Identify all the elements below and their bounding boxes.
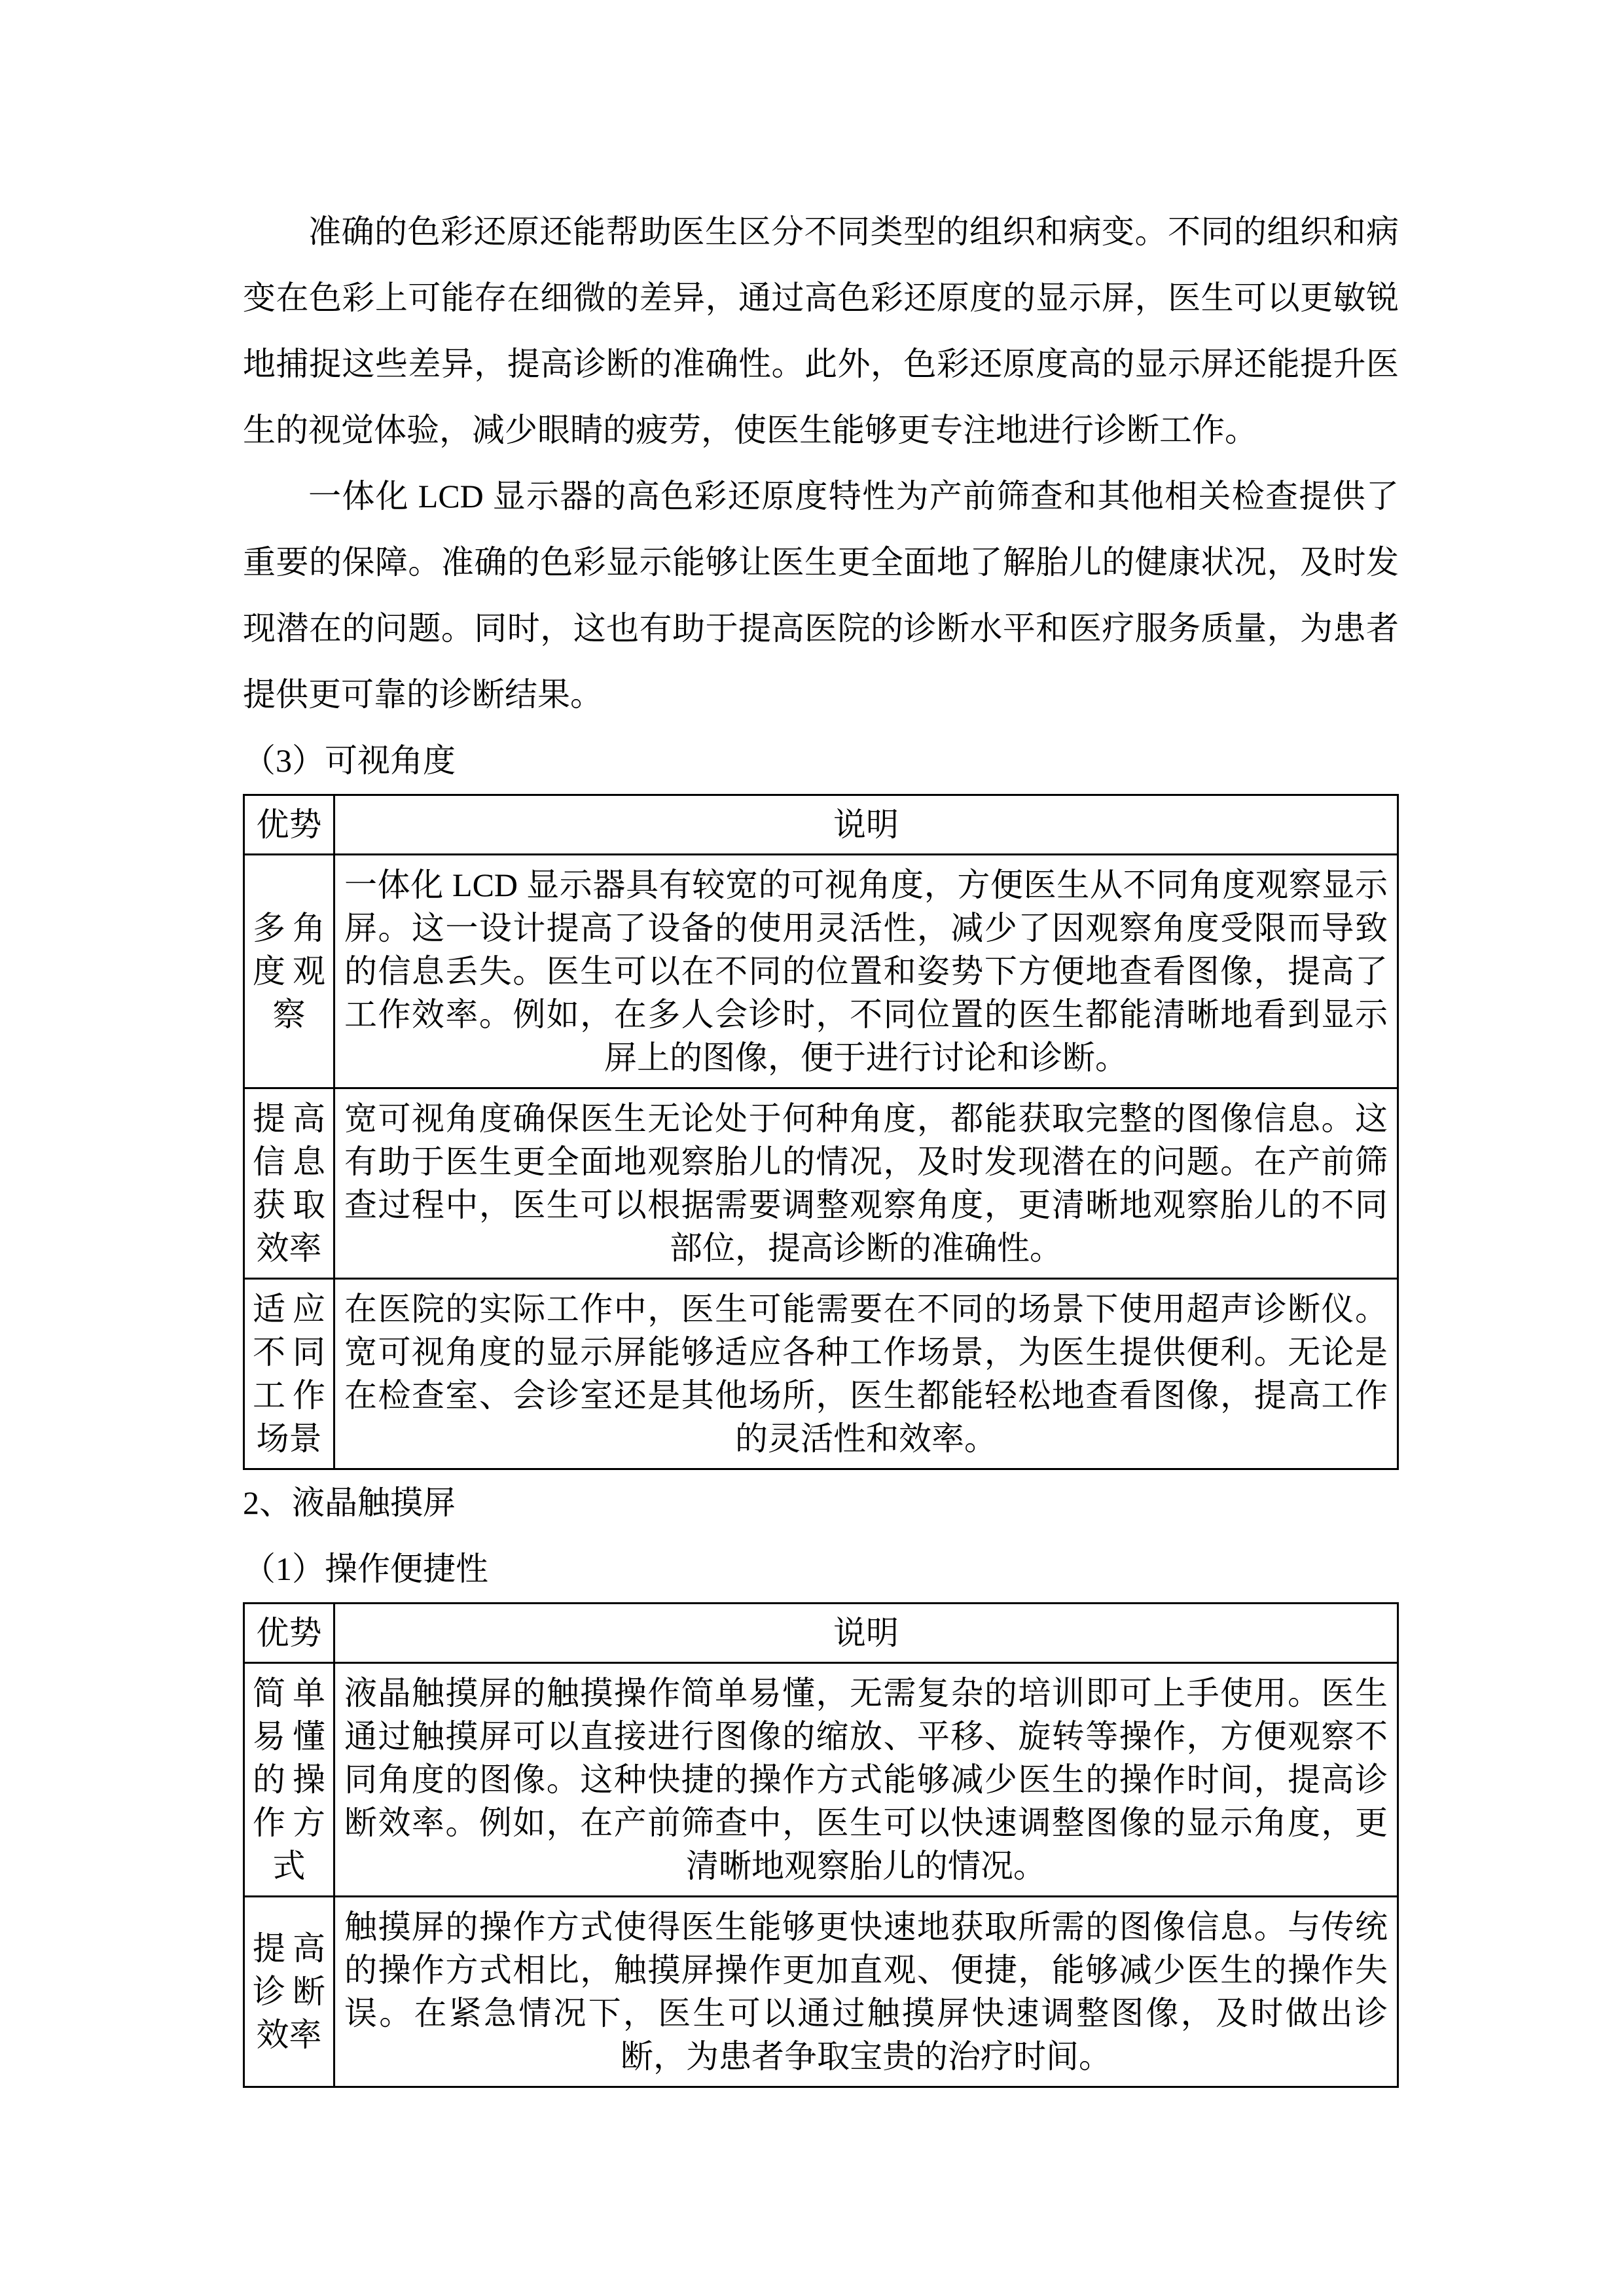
- advantage-cell: 适应不同工作场景: [244, 1279, 334, 1469]
- advantage-cell: 简单易懂的操作方式: [244, 1663, 334, 1897]
- description-column-header: 说明: [334, 1604, 1398, 1663]
- advantage-column-header: 优势: [244, 795, 334, 855]
- advantage-cell: 提高信息获取效率: [244, 1088, 334, 1279]
- table-row: [244, 1279, 1398, 1469]
- section-heading-operation-convenience: （1）操作便捷性: [243, 1551, 488, 1587]
- table-header-row: [244, 795, 1398, 855]
- table-row: [244, 1663, 1398, 1897]
- body-paragraph-color-tissue: 准确的色彩还原还能帮助医生区分不同类型的组织和病变。不同的组织和病变在色彩上可能存在细微的差异，通过高色彩还原度的显示屏，医生可以更敏锐地捕捉这些差异，提高诊断的准确性。此外，色彩还原度高的显示屏还能提升医生的视觉体验，减少眼睛的疲劳，使医生能够更专注地进行诊断工作。: [243, 213, 1399, 448]
- viewing-angle-advantages-table: [243, 794, 1399, 1470]
- description-cell: 液晶触摸屏的触摸操作简单易懂，无需复杂的培训即可上手使用。医生通过触摸屏可以直接进行图像的缩放、平移、旋转等操作，方便观察不同角度的图像。这种快捷的操作方式能够减少医生的操作时间，提高诊断效率。例如，在产前筛查中，医生可以快速调整图像的显示角度，更清晰地观察胎儿的情况。: [334, 1663, 1398, 1897]
- description-cell: 宽可视角度确保医生无论处于何种角度，都能获取完整的图像信息。这有助于医生更全面地观察胎儿的情况，及时发现潜在的问题。在产前筛查过程中，医生可以根据需要调整观察角度，更清晰地观察胎儿的不同部位，提高诊断的准确性。: [334, 1088, 1398, 1279]
- section-heading-touchscreen: 2、液晶触摸屏: [243, 1484, 456, 1521]
- description-cell: 在医院的实际工作中，医生可能需要在不同的场景下使用超声诊断仪。宽可视角度的显示屏能够适应各种工作场景，为医生提供便利。无论是在检查室、会诊室还是其他场所，医生都能轻松地查看图像，提高工作的灵活性和效率。: [334, 1279, 1398, 1469]
- description-column-header: 说明: [334, 795, 1398, 855]
- description-cell: 一体化 LCD 显示器具有较宽的可视角度，方便医生从不同角度观察显示屏。这一设计提高了设备的使用灵活性，减少了因观察角度受限而导致的信息丢失。医生可以在不同的位置和姿势下方便地查看图像，提高了工作效率。例如，在多人会诊时，不同位置的医生都能清晰地看到显示屏上的图像，便于进行讨论和诊断。: [334, 855, 1398, 1088]
- advantage-cell: 提高诊断效率: [244, 1897, 334, 2087]
- description-cell: 触摸屏的操作方式使得医生能够更快速地获取所需的图像信息。与传统的操作方式相比，触摸屏操作更加直观、便捷，能够减少医生的操作失误。在紧急情况下，医生可以通过触摸屏快速调整图像，及时做出诊断，为患者争取宝贵的治疗时间。: [334, 1897, 1398, 2087]
- table-row: [244, 1088, 1398, 1279]
- operation-convenience-advantages-table: [243, 1602, 1399, 2088]
- table-row: [244, 855, 1398, 1088]
- advantage-column-header: 优势: [244, 1604, 334, 1663]
- table-row: [244, 1897, 1398, 2087]
- body-paragraph-lcd-color: 一体化 LCD 显示器的高色彩还原度特性为产前筛查和其他相关检查提供了重要的保障。准确的色彩显示能够让医生更全面地了解胎儿的健康状况，及时发现潜在的问题。同时，这也有助于提高医院的诊断水平和医疗服务质量，为患者提供更可靠的诊断结果。: [243, 478, 1399, 713]
- advantage-cell: 多角度观察: [244, 855, 334, 1088]
- table-header-row: [244, 1604, 1398, 1663]
- section-heading-viewing-angle: （3）可视角度: [243, 742, 456, 779]
